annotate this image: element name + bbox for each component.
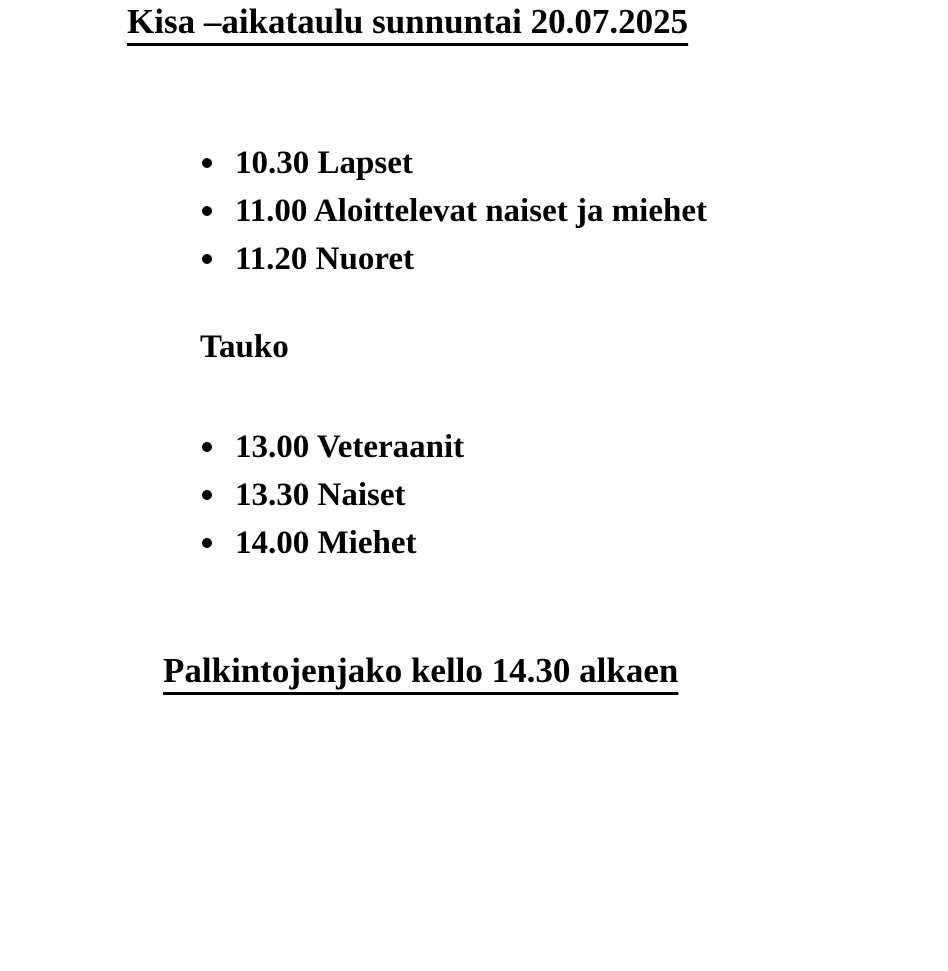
schedule-item-nuoret: 11.20 Nuoret	[235, 235, 707, 283]
schedule-item-miehet: 14.00 Miehet	[235, 519, 464, 567]
morning-schedule-list	[235, 139, 707, 283]
schedule-item-veteraanit: 13.00 Veteraanit	[235, 423, 464, 471]
document-title: Kisa –aikataulu sunnuntai 20.07.2025	[127, 2, 689, 41]
schedule-item-naiset: 13.30 Naiset	[235, 471, 464, 519]
break-heading: Tauko	[200, 329, 289, 365]
afternoon-schedule-list	[235, 423, 464, 567]
schedule-item-lapset: 10.30 Lapset	[235, 139, 707, 187]
schedule-item-aloittelevat: 11.00 Aloittelevat naiset ja miehet	[235, 187, 707, 235]
prize-ceremony-note: Palkintojenjako kello 14.30 alkaen	[163, 651, 679, 690]
